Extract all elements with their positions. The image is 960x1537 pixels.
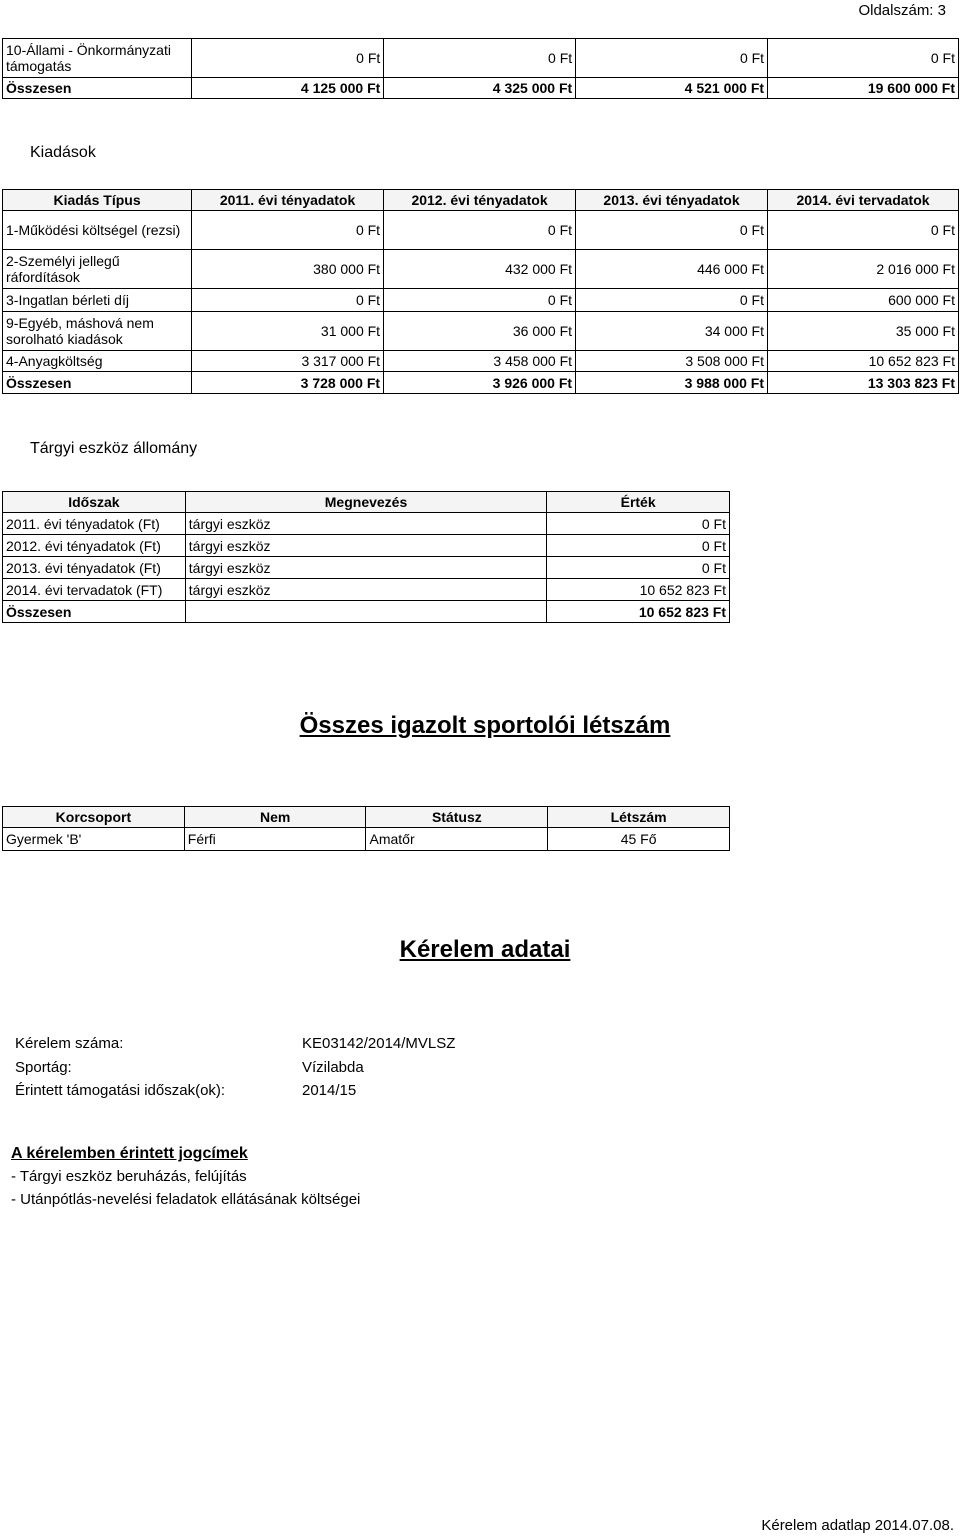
row-label: 4-Anyagköltség [3,351,192,372]
row-label: Összesen [3,372,192,394]
empty-cell [185,601,546,623]
field-label: Érintett támogatási időszak(ok): [15,1082,226,1099]
table-row [3,828,730,851]
field-value: KE03142/2014/MVLSZ [302,1035,456,1052]
value-cell: 0 Ft [547,535,730,557]
sportolok-table [2,806,730,851]
targyi-table [2,491,730,623]
value-cell: 10 652 823 Ft [547,579,730,601]
field-label: Kérelem száma: [15,1035,124,1052]
value-cell: 3 458 000 Ft [384,351,576,372]
value-cell: 19 600 000 Ft [768,78,959,99]
total-row [3,601,730,623]
name-cell: tárgyi eszköz [185,579,546,601]
column-header: Státusz [366,807,548,828]
table-row [3,289,959,312]
letszam-cell: 45 Fő [548,828,730,851]
value-cell: 3 508 000 Ft [576,351,768,372]
list-item: - Utánpótlás-nevelési feladatok ellátásának költségei [11,1191,361,1208]
value-cell: 13 303 823 Ft [768,372,959,394]
value-cell: 0 Ft [192,289,384,312]
period-cell: 2013. évi tényadatok (Ft) [3,557,186,579]
value-cell: 0 Ft [192,211,384,250]
table-row [3,513,730,535]
table-row [3,579,730,601]
value-cell: 35 000 Ft [768,312,959,351]
value-cell: 34 000 Ft [576,312,768,351]
targyi-title: Tárgyi eszköz állomány [30,440,198,457]
table-header-row [3,190,959,211]
nem-cell: Férfi [184,828,366,851]
sportolok-title: Összes igazolt sportolói létszám [299,712,671,739]
table-header-row [3,492,730,513]
kerelem-title: Kérelem adatai [399,936,571,963]
value-cell: 0 Ft [768,39,959,78]
value-cell: 3 926 000 Ft [384,372,576,394]
value-cell: 380 000 Ft [192,250,384,289]
column-header: Kiadás Típus [3,190,192,211]
page-number: Oldalszám: 3 [858,2,946,19]
value-cell: 10 652 823 Ft [768,351,959,372]
table-row [3,535,730,557]
value-cell: 0 Ft [384,211,576,250]
statusz-cell: Amatőr [366,828,548,851]
table-header-row [3,807,730,828]
period-cell: 2014. évi tervadatok (FT) [3,579,186,601]
field-value: Vízilabda [302,1059,364,1076]
value-cell: 0 Ft [547,513,730,535]
row-label: 1-Működési költségel (rezsi) [3,211,192,250]
value-cell: 4 125 000 Ft [192,78,384,99]
value-cell: 4 325 000 Ft [384,78,576,99]
name-cell: tárgyi eszköz [185,535,546,557]
period-cell: 2012. évi tényadatok (Ft) [3,535,186,557]
value-cell: 3 728 000 Ft [192,372,384,394]
total-row [3,372,959,394]
total-label: Összesen [3,601,186,623]
value-cell: 600 000 Ft [768,289,959,312]
column-header: Nem [184,807,366,828]
value-cell: 3 317 000 Ft [192,351,384,372]
value-cell: 0 Ft [576,211,768,250]
value-cell: 3 988 000 Ft [576,372,768,394]
value-cell: 0 Ft [547,557,730,579]
total-value: 10 652 823 Ft [547,601,730,623]
value-cell: 36 000 Ft [384,312,576,351]
column-header: Létszám [548,807,730,828]
name-cell: tárgyi eszköz [185,557,546,579]
row-label: 10-Állami - Önkormányzati támogatás [3,39,192,78]
korcsoport-cell: Gyermek 'B' [3,828,185,851]
value-cell: 432 000 Ft [384,250,576,289]
value-cell: 446 000 Ft [576,250,768,289]
table-row [3,211,959,250]
value-cell: 2 016 000 Ft [768,250,959,289]
row-label: 9-Egyéb, máshová nem sorolható kiadások [3,312,192,351]
row-label: Összesen [3,78,192,99]
field-value: 2014/15 [302,1082,357,1099]
value-cell: 0 Ft [576,289,768,312]
value-cell: 31 000 Ft [192,312,384,351]
name-cell: tárgyi eszköz [185,513,546,535]
row-label: 3-Ingatlan bérleti díj [3,289,192,312]
table-row [3,351,959,372]
footer-text: Kérelem adatlap 2014.07.08. [761,1517,954,1534]
table-row [3,557,730,579]
column-header: Időszak [3,492,186,513]
column-header: Megnevezés [185,492,546,513]
kiadasok-title: Kiadások [30,144,96,161]
row-label: 2-Személyi jellegű ráfordítások [3,250,192,289]
value-cell: 0 Ft [384,289,576,312]
total-row [3,78,959,99]
top-summary-table [2,38,959,99]
column-header: Érték [547,492,730,513]
table-row [3,250,959,289]
value-cell: 0 Ft [384,39,576,78]
field-label: Sportág: [15,1059,72,1076]
value-cell: 0 Ft [768,211,959,250]
column-header: Korcsoport [3,807,185,828]
value-cell: 0 Ft [576,39,768,78]
value-cell: 0 Ft [192,39,384,78]
column-header: 2011. évi tényadatok [192,190,384,211]
column-header: 2012. évi tényadatok [384,190,576,211]
table-row [3,312,959,351]
kiadasok-table [2,189,959,394]
value-cell: 4 521 000 Ft [576,78,768,99]
column-header: 2014. évi tervadatok [768,190,959,211]
column-header: 2013. évi tényadatok [576,190,768,211]
jogcimek-title: A kérelemben érintett jogcímek [11,1145,248,1162]
list-item: - Tárgyi eszköz beruházás, felújítás [11,1168,247,1185]
period-cell: 2011. évi tényadatok (Ft) [3,513,186,535]
table-row [3,39,959,78]
